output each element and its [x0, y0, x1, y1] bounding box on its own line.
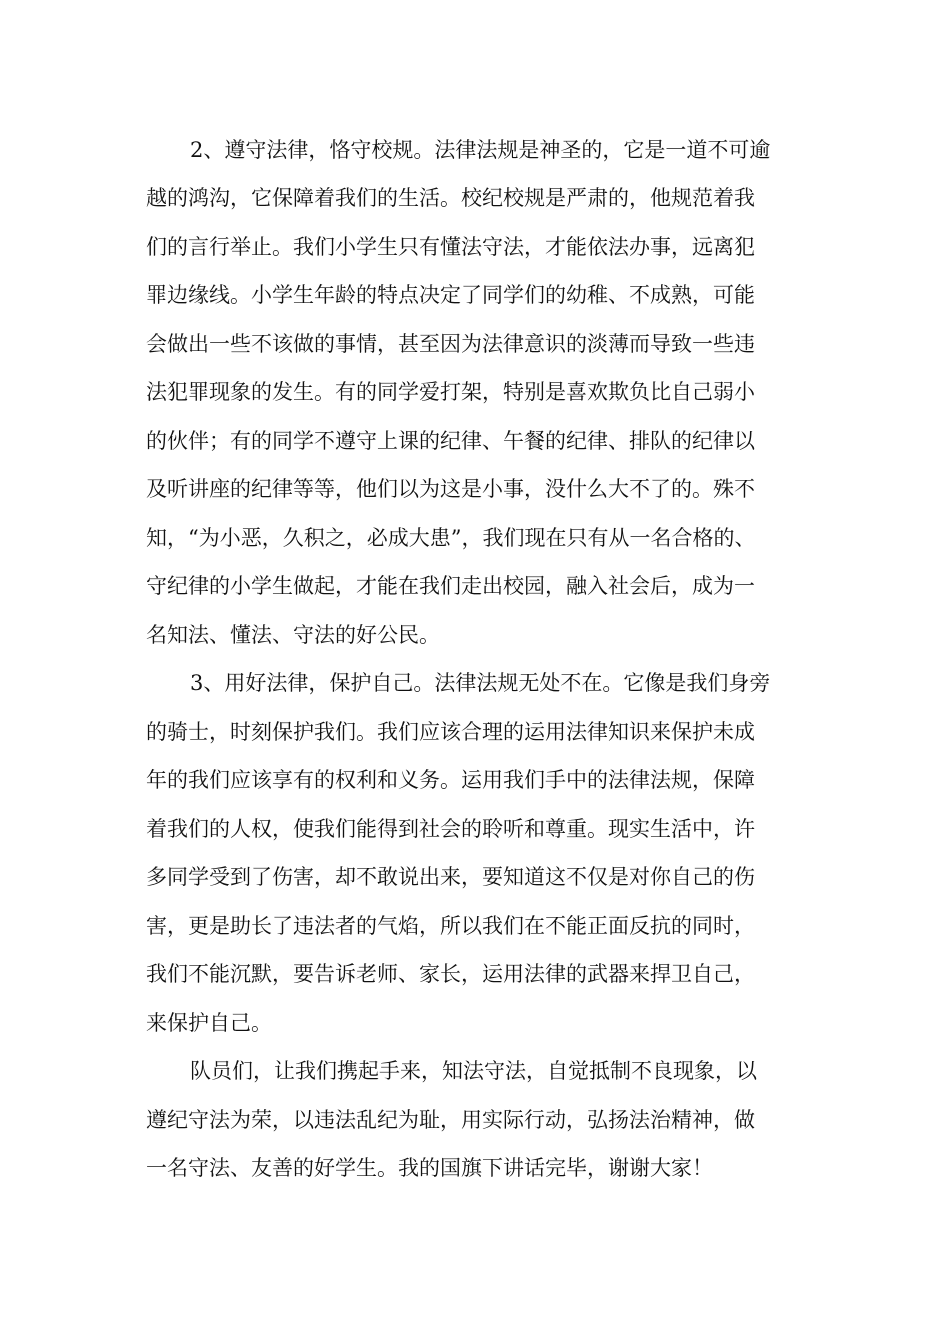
paragraph-1-line-5: 会做出一些不该做的事情，甚至因为法律意识的淡薄而导致一些违: [146, 332, 755, 356]
paragraph-3-line-1: 队员们，让我们携起手来，知法守法，自觉抵制不良现象，以: [190, 1059, 757, 1083]
paragraph-2-line-5: 多同学受到了伤害，却不敢说出来，要知道这不仅是对你自己的伤: [146, 865, 755, 889]
paragraph-2-line-7: 我们不能沉默，要告诉老师、家长，运用法律的武器来捍卫自己，: [146, 962, 755, 986]
paragraph-1-line-4: 罪边缘线。小学生年龄的特点决定了同学们的幼稚、不成熟，可能: [146, 283, 755, 307]
paragraph-1-line-7: 的伙伴；有的同学不遵守上课的纪律、午餐的纪律、排队的纪律以: [146, 429, 755, 453]
paragraph-1-line-9: 知，“为小恶，久积之，必成大患”，我们现在只有从一名合格的、: [146, 526, 756, 550]
paragraph-2-line-2: 的骑士，时刻保护我们。我们应该合理的运用法律知识来保护未成: [146, 720, 755, 744]
paragraph-2-line-6: 害，更是助长了违法者的气焰，所以我们在不能正面反抗的同时，: [146, 914, 755, 938]
paragraph-3-line-3: 一名守法、友善的好学生。我的国旗下讲话完毕，谢谢大家！: [146, 1156, 713, 1180]
paragraph-1-line-11: 名知法、懂法、守法的好公民。: [146, 623, 440, 647]
paragraph-2-line-3: 年的我们应该享有的权利和义务。运用我们手中的法律法规，保障: [146, 768, 755, 792]
paragraph-2-line-8: 来保护自己。: [146, 1011, 272, 1035]
paragraph-3-line-2: 遵纪守法为荣，以违法乱纪为耻，用实际行动，弘扬法治精神，做: [146, 1108, 755, 1132]
paragraph-2-line-4: 着我们的人权，使我们能得到社会的聆听和尊重。现实生活中，许: [146, 817, 755, 841]
paragraph-1-line-3: 们的言行举止。我们小学生只有懂法守法，才能依法办事，远离犯: [146, 235, 755, 259]
paragraph-1-line-6: 法犯罪现象的发生。有的同学爱打架，特别是喜欢欺负比自己弱小: [146, 380, 755, 404]
paragraph-1-line-2: 越的鸿沟，它保障着我们的生活。校纪校规是严肃的，他规范着我: [146, 186, 755, 210]
paragraph-1-line-8: 及听讲座的纪律等等，他们以为这是小事，没什么大不了的。殊不: [146, 477, 755, 501]
paragraph-1-line-10: 守纪律的小学生做起，才能在我们走出校园，融入社会后，成为一: [146, 574, 755, 598]
paragraph-1-line-1: 2、遵守法律，恪守校规。法律法规是神圣的，它是一道不可逾: [190, 138, 771, 162]
paragraph-2-line-1: 3、用好法律，保护自己。法律法规无处不在。它像是我们身旁: [190, 671, 771, 695]
